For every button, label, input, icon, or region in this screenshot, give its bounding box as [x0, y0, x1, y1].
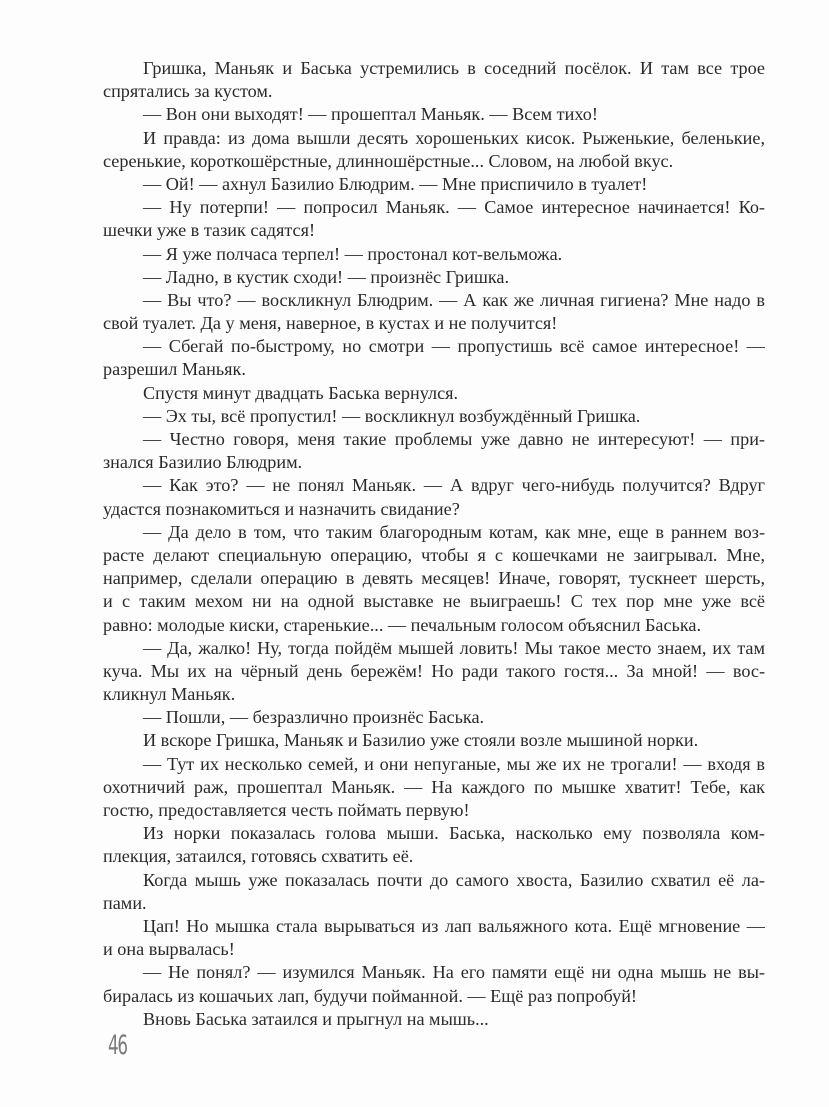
text-line: свой туалет. Да у меня, наверное, в кустах и не получится!	[103, 313, 558, 334]
text-line: — Да, жалко! Ну, тогда пойдём мышей ловить! Мы такое место знаем, их там	[143, 637, 765, 658]
text-line: — Ну потерпи! — попросил Маньяк. — Самое интересное начинается! Ко-	[143, 197, 765, 218]
text-line: шечки уже в тазик садятся!	[103, 220, 316, 241]
text-line: спрятались за кустом.	[103, 81, 273, 102]
text-line: — Эх ты, всё пропустил! — воскликнул возбуждённый Гришка.	[143, 405, 641, 426]
text-line: Цап! Но мышка стала вырываться из лап вальяжного кота. Ещё мгновение —	[143, 915, 765, 936]
text-line: пами.	[103, 892, 147, 913]
text-line: — Как это? — не понял Маньяк. — А вдруг чего-нибудь получится? Вдруг	[143, 475, 765, 496]
page-number: 46	[108, 1030, 127, 1061]
text-line: — Да дело в том, что таким благородным котам, как мне, еще в раннем воз-	[143, 521, 765, 542]
text-line: серенькие, короткошёрстные, длинношёрстные... Словом, на любой вкус.	[103, 150, 674, 171]
text-line: расте делают специальную операцию, чтобы я с кошечками не заигрывал. Мне,	[103, 544, 765, 565]
text-line: Из норки показалась голова мыши. Баська, насколько ему позволяла ком-	[143, 823, 765, 844]
text-line: кликнул Маньяк.	[103, 684, 236, 705]
text-line: куча. Мы их на чёрный день бережём! Но ради такого гостя... За мной! — вос-	[103, 660, 765, 681]
text-line: гостю, предоставляется честь поймать первую!	[103, 800, 470, 820]
text-line: Когда мышь уже показалась почти до самого хвоста, Базилио схватил её ла-	[143, 869, 765, 890]
text-line: например, сделали операцию в девять месяцев! Иначе, говорят, тускнеет шерсть,	[103, 568, 765, 589]
text-line: и с таким мехом ни на одной выставке не выиграешь! С тех пор мне уже всё	[103, 591, 765, 612]
text-line: — Ой! — ахнул Базилио Блюдрим. — Мне приспичило в туалет!	[143, 173, 648, 194]
text-line: разрешил Маньяк.	[103, 359, 246, 380]
text-line: охотничий раж, прошептал Маньяк. — На каждого по мышке хватит! Тебе, как	[103, 776, 765, 797]
text-line: плекция, затаился, готовясь схватить её.	[103, 846, 414, 867]
text-line: знался Базилио Блюдрим.	[103, 452, 303, 473]
text-line: И вскоре Гришка, Маньяк и Базилио уже стояли возле мышиной норки.	[143, 730, 699, 751]
text-line: удастся познакомиться и назначить свидание?	[103, 498, 460, 519]
text-line: Спустя минут двадцать Баська вернулся.	[143, 382, 459, 403]
text-line: — Я уже полчаса терпел! — простонал кот-вельможа.	[143, 243, 563, 264]
text-line: и она вырвалась!	[103, 939, 235, 960]
text-line: Вновь Баська затаился и прыгнул на мышь...	[143, 1008, 489, 1029]
page-text	[103, 57, 765, 1031]
text-line: Гришка, Маньяк и Баська устремились в соседний посёлок. И там все трое	[143, 58, 765, 78]
text-line: — Не понял? — изумился Маньяк. На его памяти ещё ни одна мышь не вы-	[143, 962, 765, 983]
text-line: — Сбегай по-быстрому, но смотри — пропустишь всё самое интересное! —	[143, 336, 765, 357]
text-line: — Честно говоря, меня такие проблемы уже давно не интересуют! — при-	[143, 429, 765, 449]
text-line: — Пошли, — безразлично произнёс Баська.	[143, 707, 485, 728]
text-line: — Вы что? — воскликнул Блюдрим. — А как же личная гигиена? Мне надо в	[143, 289, 765, 310]
text-line: — Тут их несколько семей, и они непуганые, мы же их не трогали! — входя в	[143, 753, 765, 774]
text-line: И правда: из дома вышли десять хорошеньких кисок. Рыженькие, беленькие,	[143, 127, 765, 148]
text-line: равно: молодые киски, старенькие... — печальным голосом объяснил Баська.	[103, 614, 702, 635]
text-line: — Ладно, в кустик сходи! — произнёс Гришка.	[143, 266, 510, 287]
text-line: биралась из кошачьих лап, будучи пойманной. — Ещё раз попробуй!	[103, 985, 637, 1006]
text-line: — Вон они выходят! — прошептал Маньяк. — Всем тихо!	[143, 104, 598, 125]
